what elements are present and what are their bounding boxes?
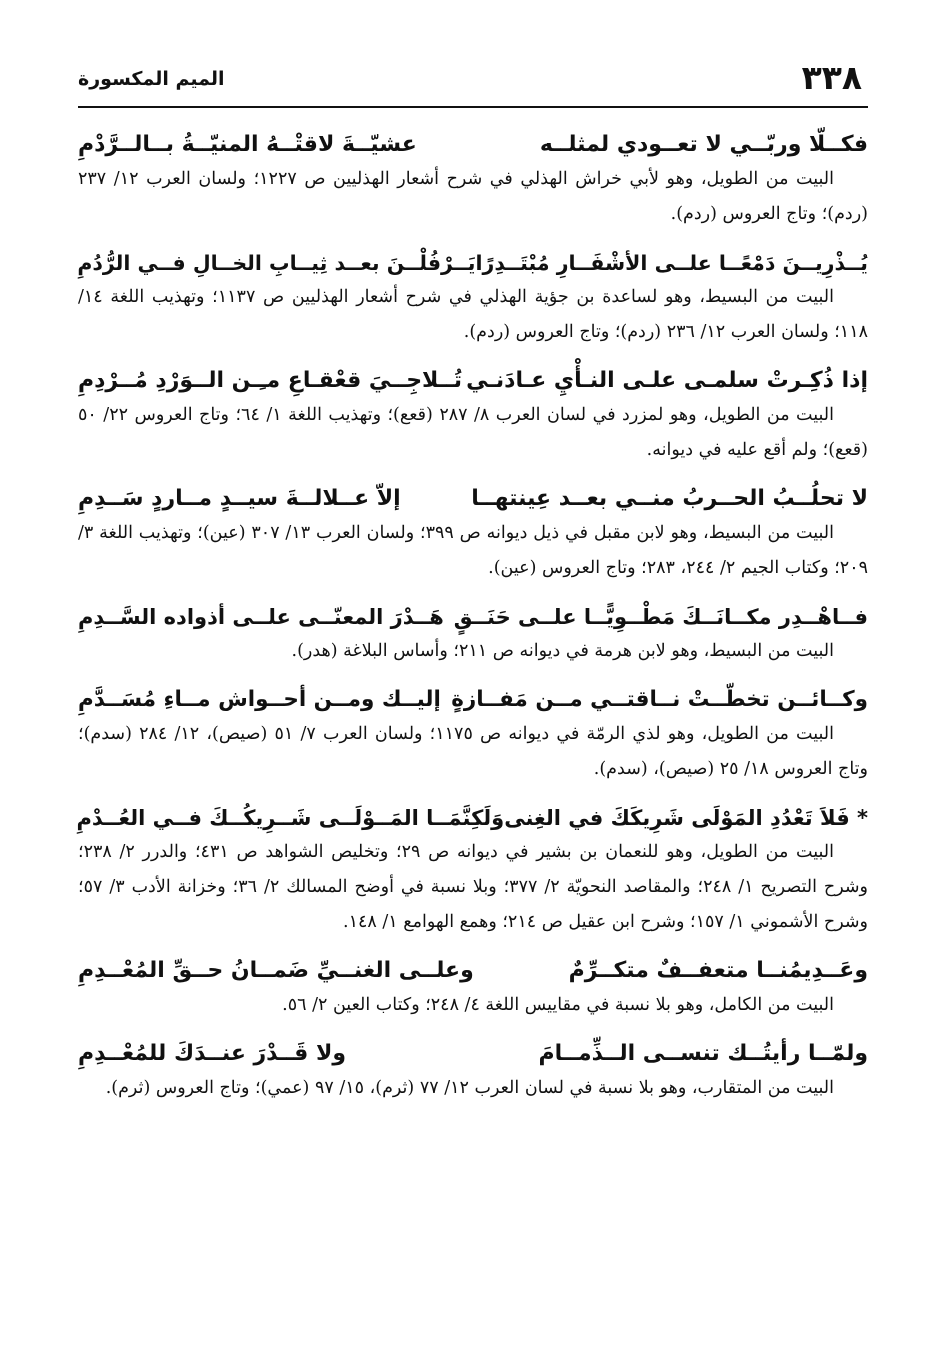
running-title: الميم المكسورة: [78, 68, 225, 90]
verse-entry: [78, 787, 868, 940]
second-hemistich: تُــلاجِــيَ قعْقـاعِ مـِـن الــوَرْدِ مُــرْدِمِ: [78, 368, 463, 393]
verse-entry: [78, 350, 868, 468]
first-hemistich: يُــذْرِيــنَ دَمْعًــا علــى الأشْفَــارِ مُبْتَــدِرًا: [475, 251, 868, 275]
verse-entry: [78, 114, 868, 232]
verse-commentary: البيت من البسيط، وهو لساعدة بن جؤية الهذلي في شرح أشعار الهذليين ص ١١٣٧؛ وتهذيب اللغة ١٤/ ١١٨؛ ولسان العرب ١٢/ ٢٣٦ (ردم)؛ وتاج العروس (ردم).: [78, 287, 868, 342]
second-hemistich: عشيّــةَ لاقتْــهُ المنيّــةُ بــالــرَّدْمِ: [78, 132, 417, 157]
verse-commentary: البيت من الطويل، وهو لذي الرمّة في ديوانه ص ١١٧٥؛ ولسان العرب ٧/ ٥١ (صيص)، ١٢/ ٢٨٤ (سدم)؛ وتاج العروس ١٨/ ٢٥ (صيص)، (سدم).: [78, 724, 868, 779]
verse-commentary: البيت من المتقارب، وهو بلا نسبة في لسان العرب ١٢/ ٧٧ (ثرم)، ١٥/ ٩٧ (عمي)؛ وتاج العروس (ثرم).: [105, 1078, 834, 1098]
verse-line: [78, 350, 868, 398]
verse-line: [78, 787, 868, 835]
first-hemistich: وكــائــن تخطّــتْ نــاقتــي مــن مَفــازةٍ: [451, 687, 868, 712]
verse-commentary: البيت من الطويل، وهو لأبي خراش الهذلي في شرح أشعار الهذليين ص ١٢٢٧؛ ولسان العرب ١٢/ ٢٣٧ (ردم)؛ وتاج العروس (ردم).: [78, 169, 868, 224]
second-hemistich: ولا قَــدْرَ عنــدَكَ للمُعْــدِمِ: [78, 1041, 347, 1066]
page-number: ٣٣٨: [801, 58, 862, 97]
verse-entry: [78, 586, 868, 669]
verse-line: [78, 1023, 868, 1071]
page-header: [78, 58, 868, 108]
second-hemistich: يَــرْفُلْــنَ بعــد ثِيــابِ الخــالِ فــي الرُّدُمِ: [77, 251, 476, 275]
verse-commentary: البيت من البسيط، وهو لابن هرمة في ديوانه ص ٢١١؛ وأساس البلاغة (هدر).: [291, 641, 834, 661]
second-hemistich: هَــدْرَ المعنّــى علــى أذواده السَّــدِمِ: [78, 605, 444, 629]
verse-line: [78, 468, 868, 516]
second-hemistich: وعلــى الغنــيِّ ضَمــانُ حــقِّ المُعْــدِمِ: [78, 958, 474, 983]
first-hemistich: فكــلّا وربّــي لا تعــودي لمثلــه: [539, 132, 868, 157]
first-hemistich: * فَلاَ تَعْدُدِ المَوْلَى شَرِيكَكَ في الغِنى: [504, 806, 868, 830]
verse-line: [78, 669, 868, 717]
verse-commentary: البيت من الطويل، وهو لمزرد في لسان العرب ٨/ ٢٨٧ (قعع)؛ وتهذيب اللغة ١/ ٦٤؛ وتاج العروس ٢٢/ ٥٠ (قعع)؛ ولم أقع عليه في ديوانه.: [78, 405, 868, 460]
first-hemistich: لا تحلُــبُ الحــربُ منــي بعــد عِينتهــا: [471, 486, 868, 511]
verse-commentary: البيت من الكامل، وهو بلا نسبة في مقاييس اللغة ٤/ ٢٤٨؛ وكتاب العين ٢/ ٥٦.: [282, 995, 834, 1015]
first-hemistich: فــاهْــدِر مكــانَــكَ مَطْــوِيًّــا علــى حَنَــقٍ: [453, 605, 868, 629]
second-hemistich: إلاّ عــلالــةَ سيــدٍ مــاردٍ سَــدِمِ: [78, 486, 401, 511]
verse-commentary: البيت من البسيط، وهو لابن مقبل في ذيل ديوانه ص ٣٩٩؛ ولسان العرب ١٣/ ٣٠٧ (عين)؛ وتهذيب اللغة ٣/ ٢٠٩؛ وكتاب الجيم ٢/ ٢٤٤، ٢٨٣؛ وتاج العروس (عين).: [78, 523, 868, 578]
verse-entry: [78, 1023, 868, 1106]
second-hemistich: وَلَكِنَّمَــا المَــوْلَــى شَــرِيكُــكَ فــي العُــدْمِ: [76, 806, 505, 830]
verse-commentary: البيت من الطويل، وهو للنعمان بن بشير في ديوانه ص ٢٩؛ وتخليص الشواهد ص ٤٣١؛ والدرر ٢/ ٢٣٨؛ وشرح التصريح ١/ ٢٤٨؛ والمقاصد النحويّة ٢/ ٣٧٧؛ وبلا نسبة في أوضح المسالك ٢/ ٣٦؛ وخزانة الأدب ٣/ ٥٧؛ وشرح الأشموني ١/ ١٥٧؛ وشرح ابن عقيل ص ٢١٤؛ وهمع الهوامع ١/ ١٤٨.: [78, 842, 868, 932]
verse-entry: [78, 669, 868, 787]
verse-line: [78, 586, 868, 634]
verse-line: [78, 940, 868, 988]
verse-line: [78, 232, 868, 280]
verse-entry: [78, 468, 868, 586]
verse-entry: [78, 940, 868, 1023]
second-hemistich: إليــك ومــن أحــواش مــاءِ مُسَــدَّمِ: [78, 687, 441, 712]
verse-line: [78, 114, 868, 162]
first-hemistich: وعَــدِيمُنــا متعفــفٌ متكــرِّمٌ: [568, 958, 868, 983]
verse-entry: [78, 232, 868, 350]
first-hemistich: إذا ذُكِـرتْ سلمـى علـى النـأْيِ عـادَنـي: [466, 368, 868, 393]
first-hemistich: ولمّــا رأيتُــك تنســى الــذِّمــامَ: [538, 1041, 868, 1066]
